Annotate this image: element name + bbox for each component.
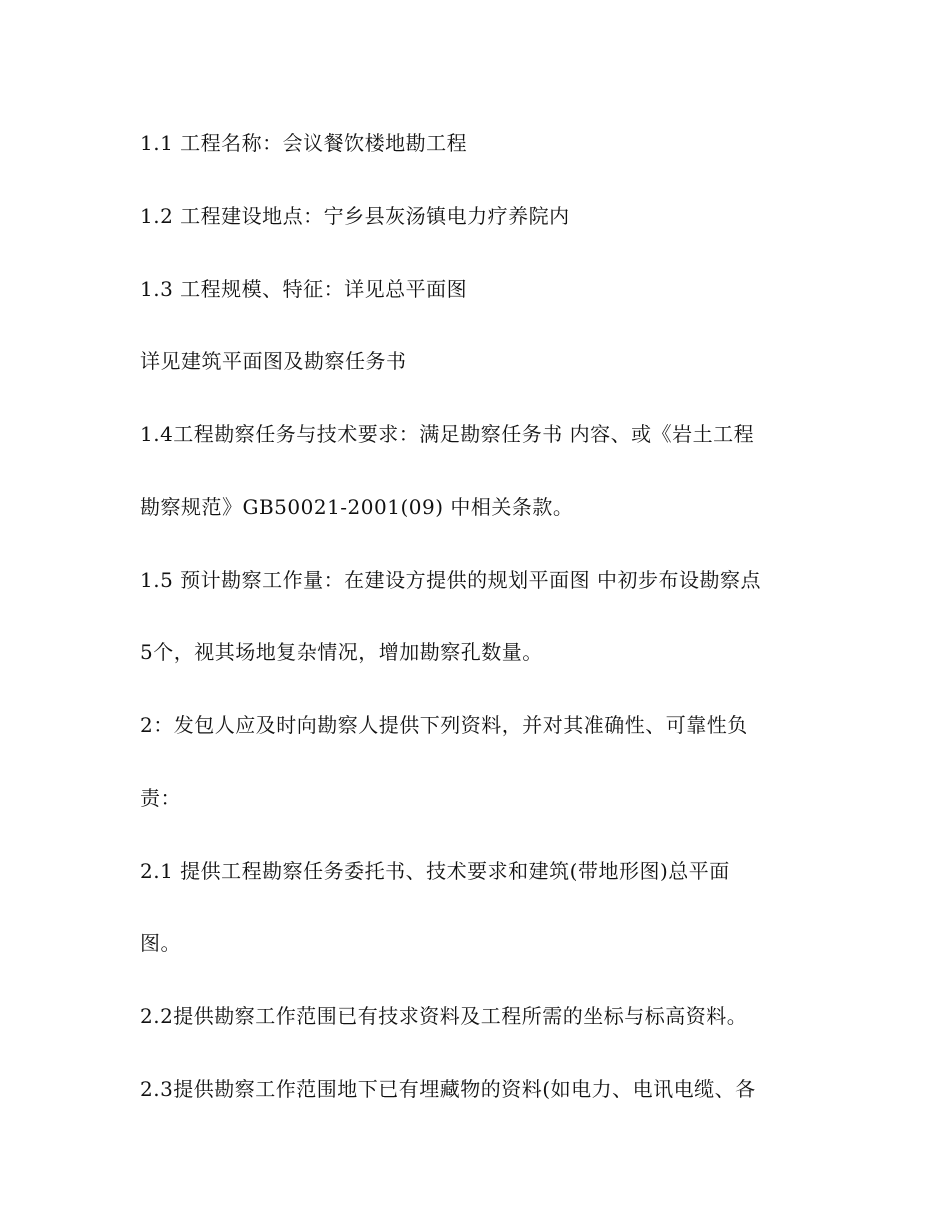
text-line-3: 1.3 工程规模、特征：详见总平面图 bbox=[140, 277, 468, 301]
text-line-1: 1.1 工程名称：会议餐饮楼地勘工程 bbox=[140, 131, 468, 155]
text-line-8: 5个，视其场地复杂情况，增加勘察孔数量。 bbox=[140, 640, 543, 664]
text-line-7: 1.5 预计勘察工作量：在建设方提供的规划平面图 中初步布设勘察点 bbox=[140, 568, 762, 592]
text-line-2: 1.2 工程建设地点：宁乡县灰汤镇电力疗养院内 bbox=[140, 204, 570, 228]
text-line-10: 责： bbox=[140, 786, 181, 810]
text-line-12: 图。 bbox=[140, 931, 181, 955]
text-line-5: 1.4工程勘察任务与技术要求：满足勘察任务书 内容、或《岩土工程 bbox=[140, 422, 755, 446]
text-line-13: 2.2提供勘察工作范围已有技求资料及工程所需的坐标与标高资料。 bbox=[140, 1004, 748, 1028]
text-line-14: 2.3提供勘察工作范围地下已有埋藏物的资料(如电力、电讯电缆、各 bbox=[140, 1077, 756, 1101]
text-line-9: 2：发包人应及时向勘察人提供下列资料，并对其准确性、可靠性负 bbox=[140, 713, 748, 737]
text-line-11: 2.1 提供工程勘察任务委托书、技术要求和建筑(带地形图)总平面 bbox=[140, 859, 730, 883]
text-line-6: 勘察规范》GB50021-2001(09) 中相关条款。 bbox=[140, 495, 574, 519]
text-line-4: 详见建筑平面图及勘察任务书 bbox=[140, 349, 407, 373]
